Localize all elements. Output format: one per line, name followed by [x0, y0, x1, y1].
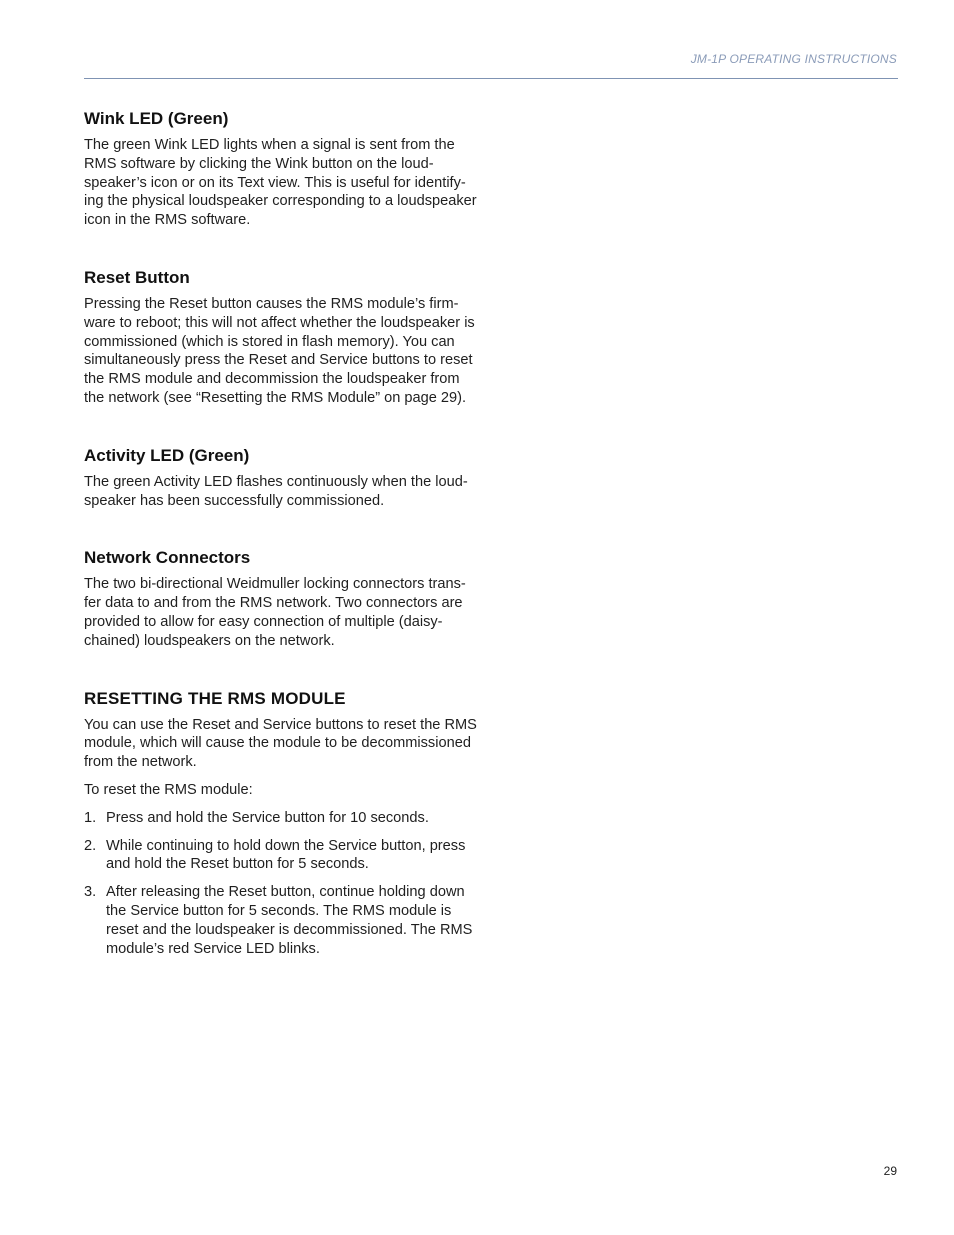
step-text: Press and hold the Service button for 10 seconds. [106, 809, 429, 826]
step-item [84, 809, 480, 828]
steps-list [84, 809, 480, 959]
section-title: Reset Button [84, 267, 190, 287]
step-number: 2. [84, 837, 97, 854]
section-title: Activity LED (Green) [84, 445, 250, 465]
section-paragraph: The two bi-directional Weidmuller locking connectors trans-fer data to and from the RMS network. Two connectors are provided to allow for easy connection of multiple (daisy-chained) loudspeakers on the network. [84, 576, 466, 649]
section-paragraph: The green Activity LED flashes continuously when the loud-speaker has been successfully commissioned. [84, 473, 468, 509]
step-item [84, 883, 480, 958]
section-title: Wink LED (Green) [84, 109, 229, 128]
section-paragraph: The green Wink LED lights when a signal is sent from the RMS software by clicking the Wink button on the loud-speaker’s icon or on its Text view. This is useful for identify-ing the physical loudspeaker corresponding to a loudspeaker icon in the RMS software. [84, 137, 477, 229]
section-reset-button [84, 267, 480, 408]
lead-paragraph: To reset the RMS module: [84, 781, 253, 798]
section-activity-led [84, 445, 480, 511]
step-number: 1. [84, 809, 97, 826]
main-column [84, 108, 480, 995]
major-section-title: RESETTING THE RMS MODULE [84, 688, 346, 708]
intro-paragraph: You can use the Reset and Service buttons to reset the RMS module, which will cause the module to be decommissioned from the network. [84, 716, 477, 771]
section-network-connectors [84, 547, 480, 650]
header-rule [84, 78, 898, 79]
section-resetting-rms-module [84, 688, 480, 959]
section-paragraph: Pressing the Reset button causes the RMS module’s firm-ware to reboot; this will not affect whether the loudspeaker is commissioned (which is stored in flash memory). You can simultaneously press the Reset and Service buttons to reset the RMS module and decommission the loudspeaker from the network (see “Resetting the RMS Module” on page 29). [84, 295, 475, 406]
section-wink-led [84, 108, 480, 230]
step-number: 3. [84, 884, 97, 901]
section-title: Network Connectors [84, 548, 251, 568]
step-text: While continuing to hold down the Service button, press and hold the Reset button for 5 seconds. [106, 837, 466, 873]
page-number: 29 [883, 1164, 897, 1178]
step-text: After releasing the Reset button, continue holding down the Service button for 5 seconds. The RMS module is reset and the loudspeaker is decommissioned. The RMS module’s red Service LED blinks. [106, 884, 473, 957]
running-header: JM-1P OPERATING INSTRUCTIONS [690, 52, 897, 66]
step-item [84, 837, 480, 875]
